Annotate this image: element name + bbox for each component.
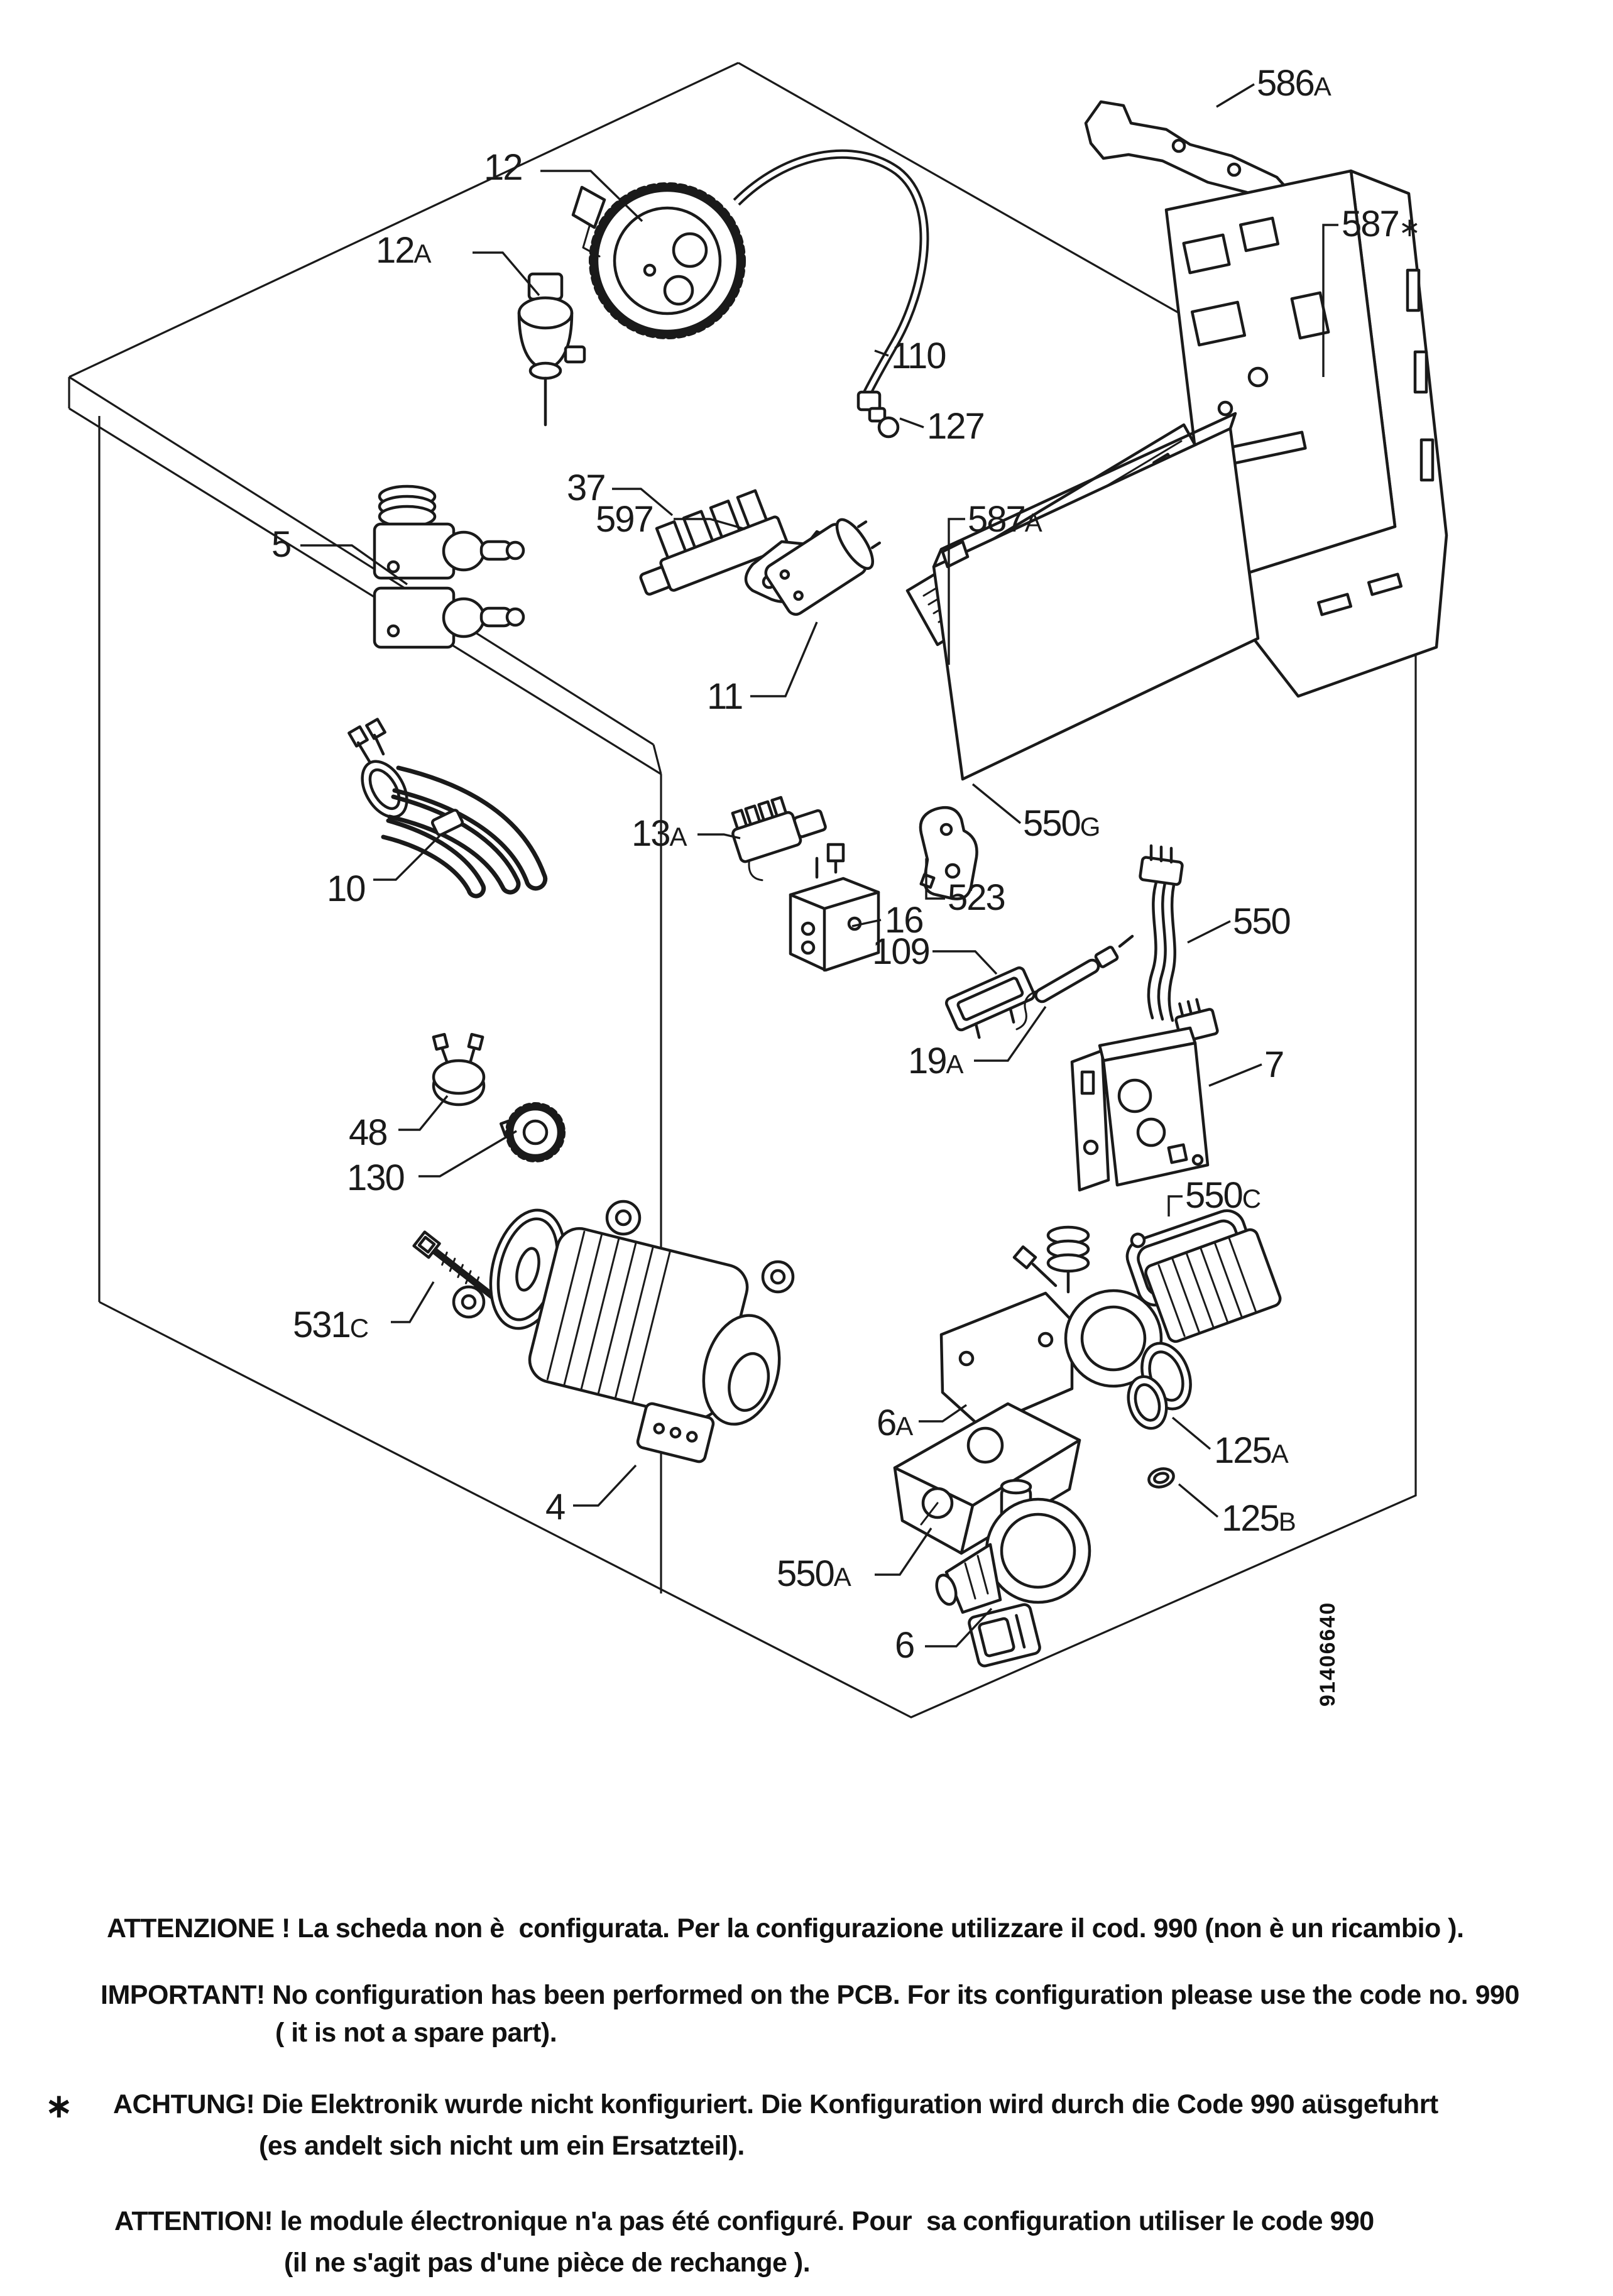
part-label-6: 6 [895,1625,914,1666]
part-label-125B: 125B [1222,1498,1296,1539]
leader-127 [900,418,924,427]
part-label-550G: 550G [1023,803,1101,844]
part-label-587A: 587A [968,499,1042,540]
part-label-109: 109 [872,931,929,972]
seal-ring-sketch [1147,1466,1176,1490]
part-label-597: 597 [596,499,653,540]
leader-130 [418,1131,517,1176]
leader-125A [1173,1418,1210,1449]
part-label-127: 127 [927,406,984,447]
part-label-4: 4 [545,1487,565,1528]
part-label-13A: 13A [632,813,687,854]
thermostat-sketch [434,1034,484,1105]
part-label-130: 130 [347,1157,404,1198]
part-label-125A: 125A [1214,1430,1289,1471]
note-fr2: (il ne s'agit pas d'une pièce de rechange ). [284,2248,811,2278]
part-label-10: 10 [327,868,365,909]
part-label-523: 523 [948,877,1005,918]
pump-housing-sketch [941,1227,1282,1428]
leader-7 [1209,1064,1262,1086]
leader-586A [1217,84,1254,107]
part-label-19A: 19A [908,1041,964,1081]
door-lock-sketch [1072,997,1218,1190]
leader-109 [932,951,997,974]
part-label-12: 12 [484,147,522,188]
part-label-37: 37 [567,467,605,508]
fitting-sketch [858,392,898,437]
note-de2: (es andelt sich nicht um ein Ersatzteil). [259,2131,745,2161]
part-label-110: 110 [891,336,946,376]
heating-element-sketch [349,719,545,896]
note-it: ATTENZIONE ! La scheda non è configurata. Per la configurazione utilizzare il cod. 990 (non è un ricambio ). [107,1913,1464,1943]
leader-531C [391,1282,434,1322]
part-label-5: 5 [271,524,291,565]
part-label-587s: 587∗ [1342,204,1421,244]
timer-sketch [573,187,741,335]
leader-4 [573,1465,636,1506]
part-label-11: 11 [707,676,743,717]
part-label-16: 16 [885,900,923,941]
ntc-sensor-sketch [501,1106,562,1159]
connector-sketch [726,787,835,885]
leader-550A [875,1528,931,1575]
suppressor-sketch [790,845,878,970]
part-label-531C: 531C [293,1304,369,1345]
inlet-valve-sketch [375,486,523,647]
part-label-48: 48 [349,1112,387,1153]
part-label-550C: 550C [1185,1175,1262,1216]
part-label-6A: 6A [877,1402,914,1443]
pressure-switch-sketch [519,274,584,425]
asterisk-marker: ∗ [45,2088,73,2124]
part-label-550A: 550A [777,1553,851,1594]
leader-125B [1179,1484,1218,1517]
leader-11 [750,622,817,696]
leader-48 [398,1096,447,1130]
note-en: IMPORTANT! No configuration has been performed on the PCB. For its configuration please use the code no. 990 [101,1980,1519,2010]
harness-sketch [1140,846,1183,1020]
note-fr: ATTENTION! le module électronique n'a pas été configuré. Pour sa configuration utiliser le code 990 [114,2206,1374,2236]
part-label-12A: 12A [376,230,432,271]
note-de: ACHTUNG! Die Elektronik wurde nicht konfiguriert. Die Konfiguration wird durch die Code 990 aüsgefuhrt [113,2089,1438,2119]
drawing-number: 91406640 [1316,1601,1340,1707]
leader-550C [1169,1196,1183,1216]
motor-sketch [454,1201,793,1463]
part-label-586A: 586A [1257,63,1331,104]
leader-550 [1188,921,1230,943]
probe-sketch [1017,936,1132,1029]
part-label-550: 550 [1233,901,1290,942]
note-en2: ( it is not a spare part). [275,2018,557,2048]
cover-panel-sketch [934,413,1258,779]
leader-550G [973,784,1020,823]
part-label-7: 7 [1264,1044,1284,1085]
